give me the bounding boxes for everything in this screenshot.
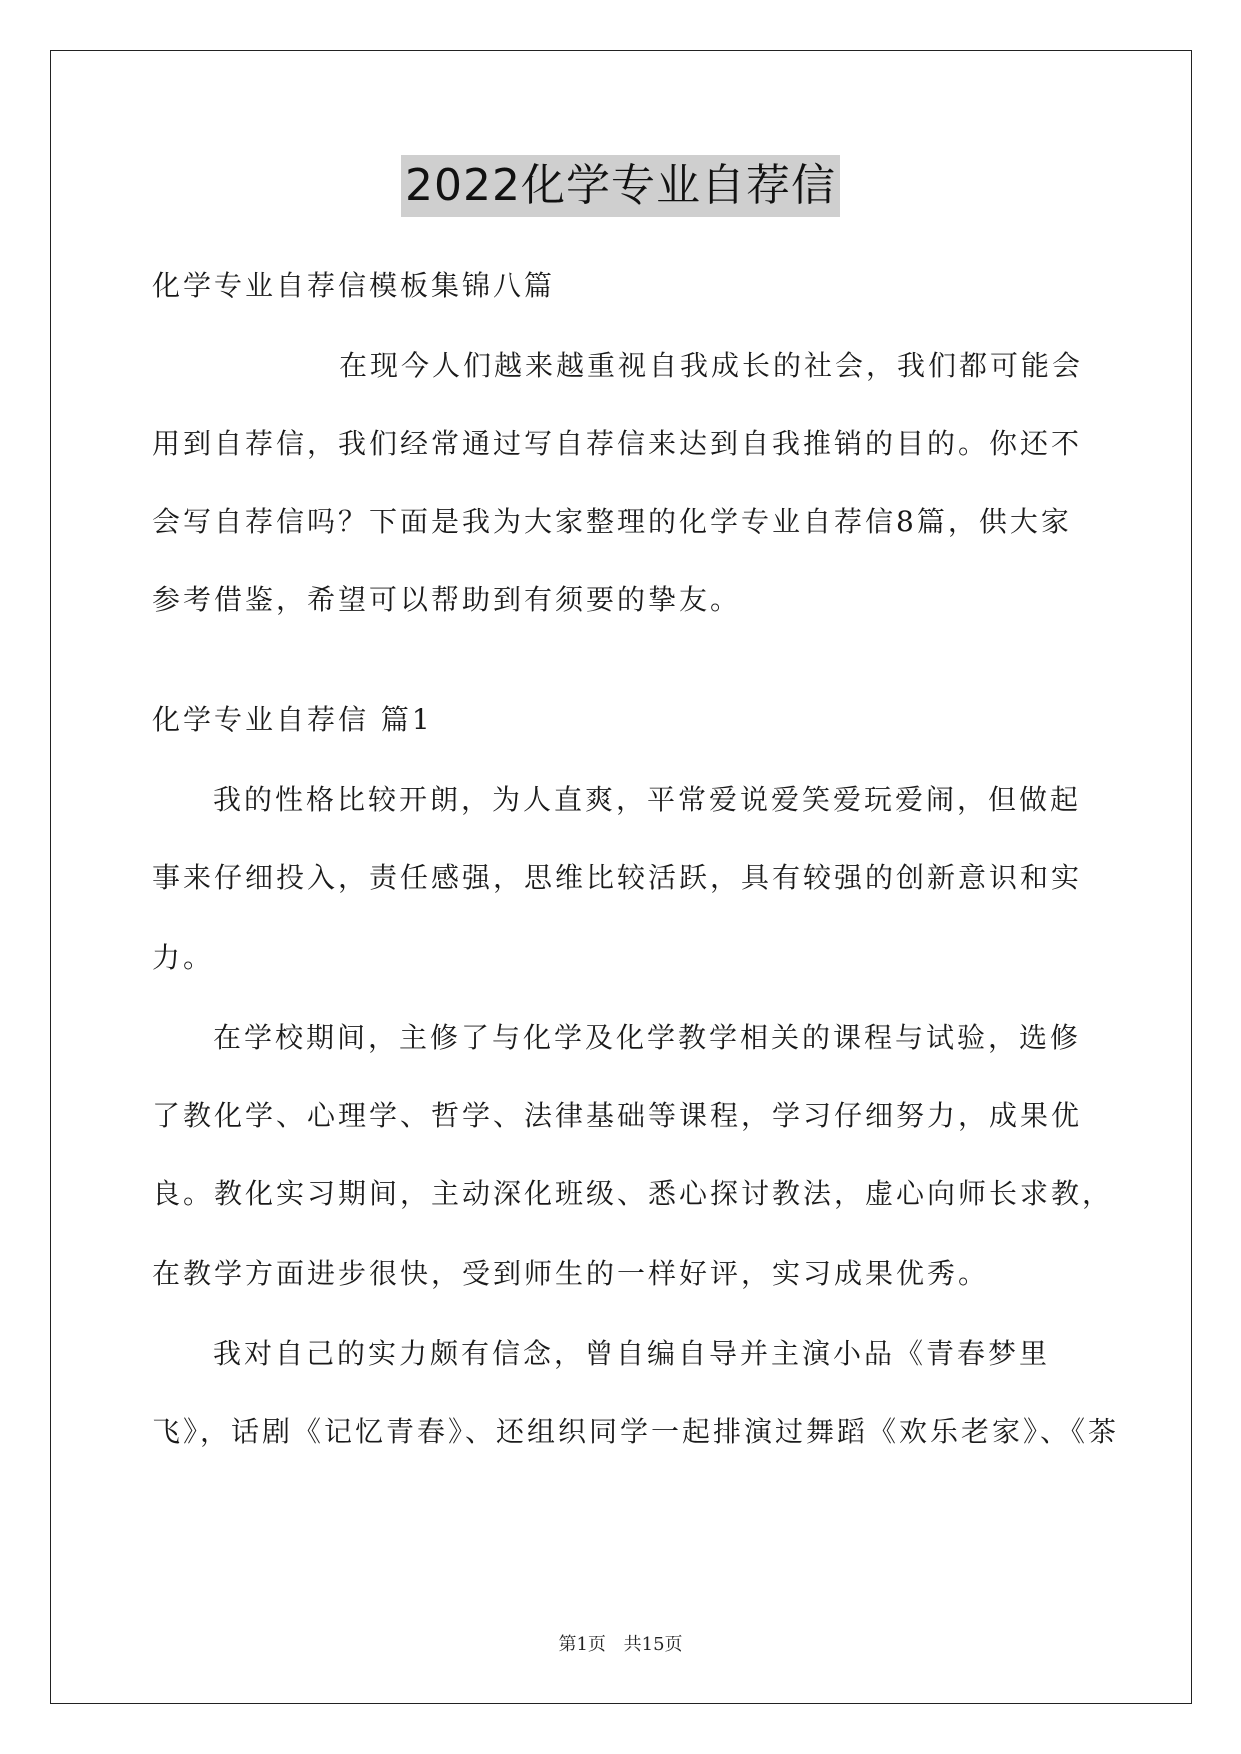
body-line-5: 了教化学、心理学、哲学、法律基础等课程，学习仔细努力，成果优 [152, 1099, 1083, 1132]
body-line-2: 事来仔细投入，责任感强，思维比较活跃，具有较强的创新意识和实 [152, 861, 1083, 894]
body-line-8: 我对自己的实力颇有信念，曾自编自导并主演小品《青春梦里 [213, 1337, 1051, 1370]
document-title: 2022化学专业自荐信 [401, 155, 840, 217]
body-line-4: 在学校期间，主修了与化学及化学教学相关的课程与试验，选修 [213, 1021, 1082, 1054]
intro-line-1: 在现今人们越来越重视自我成长的社会，我们都可能会 [339, 349, 1084, 382]
section-heading: 化学专业自荐信 篇1 [152, 703, 433, 736]
body-line-3: 力。 [152, 941, 215, 974]
body-line-1: 我的性格比较开朗，为人直爽，平常爱说爱笑爱玩爱闹，但做起 [213, 783, 1082, 816]
intro-line-4: 参考借鉴，希望可以帮助到有须要的挚友。 [152, 583, 742, 616]
body-line-9: 飞》，话剧《记忆青春》、还组织同学一起排演过舞蹈《欢乐老家》、《茶 [152, 1415, 1120, 1448]
total-pages: 共15页 [623, 1634, 683, 1655]
subtitle-line: 化学专业自荐信模板集锦八篇 [152, 269, 556, 302]
body-line-6: 良。教化实习期间，主动深化班级、悉心探讨教法，虚心向师长求教， [152, 1177, 1114, 1210]
body-line-7: 在教学方面进步很快，受到师生的一样好评，实习成果优秀。 [152, 1257, 990, 1290]
intro-line-3: 会写自荐信吗？下面是我为大家整理的化学专业自荐信8篇，供大家 [152, 505, 1072, 538]
intro-line-2: 用到自荐信，我们经常通过写自荐信来达到自我推销的目的。你还不 [152, 427, 1083, 460]
title-container [0, 155, 1241, 217]
page-number: 第1页 [558, 1634, 606, 1655]
page-footer [0, 1630, 1241, 1656]
